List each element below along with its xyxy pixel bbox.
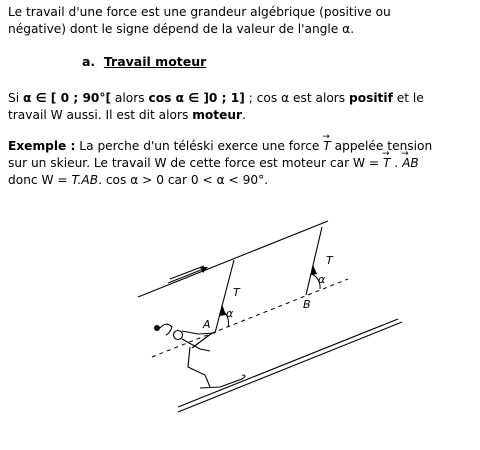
example-line-2: sur un skieur. Le travail W de cette force est moteur car W = (8, 156, 383, 170)
section-heading (82, 53, 480, 70)
label-T-B: T (326, 254, 333, 267)
example-T-AB: T.AB (71, 173, 99, 187)
condition-paragraph (8, 90, 476, 124)
example-label: Exemple : (8, 139, 76, 153)
ski-lift-figure (130, 215, 470, 415)
heading-title: Travail moteur (103, 54, 207, 69)
example-line-3: donc W = (8, 173, 72, 187)
label-T-A: T (233, 286, 240, 299)
vector-T: → T (323, 138, 330, 155)
label-alpha-B: α (318, 273, 326, 286)
skier-leg (188, 347, 210, 387)
skier-head (160, 324, 172, 335)
tension-vector-A (215, 260, 234, 333)
vector-T-2: → T (383, 155, 390, 172)
ski (200, 375, 245, 388)
cond-end: et le (392, 91, 424, 105)
example-line-3-end: . cos α > 0 car 0 < α < 90°. (98, 173, 269, 187)
skier-face (174, 331, 183, 340)
cond-mid: ; cos α est alors (244, 91, 350, 105)
cond-moteur: moteur (192, 108, 243, 122)
example-text-1: La perche d'un téléski exerce une force (75, 139, 324, 153)
example-paragraph (8, 138, 476, 189)
cond-cos-interval: cos α ∈ ]0 ; 1] (148, 91, 245, 105)
slope-lower-line-2 (178, 322, 402, 412)
skier-hat-pompom (154, 325, 160, 331)
cond-interval: α ∈ [ 0 ; 90°[ (23, 91, 112, 105)
skier-torso (192, 333, 212, 348)
cond-positif: positif (349, 91, 393, 105)
vector-AB: → AB (402, 155, 419, 172)
slope-lower-line (178, 319, 398, 407)
example-dot: . (390, 156, 403, 170)
intro-paragraph (8, 4, 476, 38)
skier-arm (182, 331, 215, 334)
displacement-dashed-line (152, 279, 348, 357)
intro-line-2: négative) dont le signe dépend de la valeur de l'angle α. (8, 22, 355, 36)
cond-alors: alors (111, 91, 149, 105)
example-text-2: appelée tension (330, 139, 433, 153)
heading-letter: a. (82, 54, 96, 69)
intro-line-1: Le travail d'une force est une grandeur algébrique (positive ou (8, 5, 391, 19)
label-alpha-A: α (226, 307, 234, 320)
label-B: B (303, 298, 311, 311)
cond-period: . (242, 108, 246, 122)
label-A: A (203, 318, 211, 331)
cond-si: Si (8, 91, 20, 105)
direction-arrow-line (168, 268, 206, 283)
cond-line2: travail W aussi. Il est dit alors (8, 108, 193, 122)
